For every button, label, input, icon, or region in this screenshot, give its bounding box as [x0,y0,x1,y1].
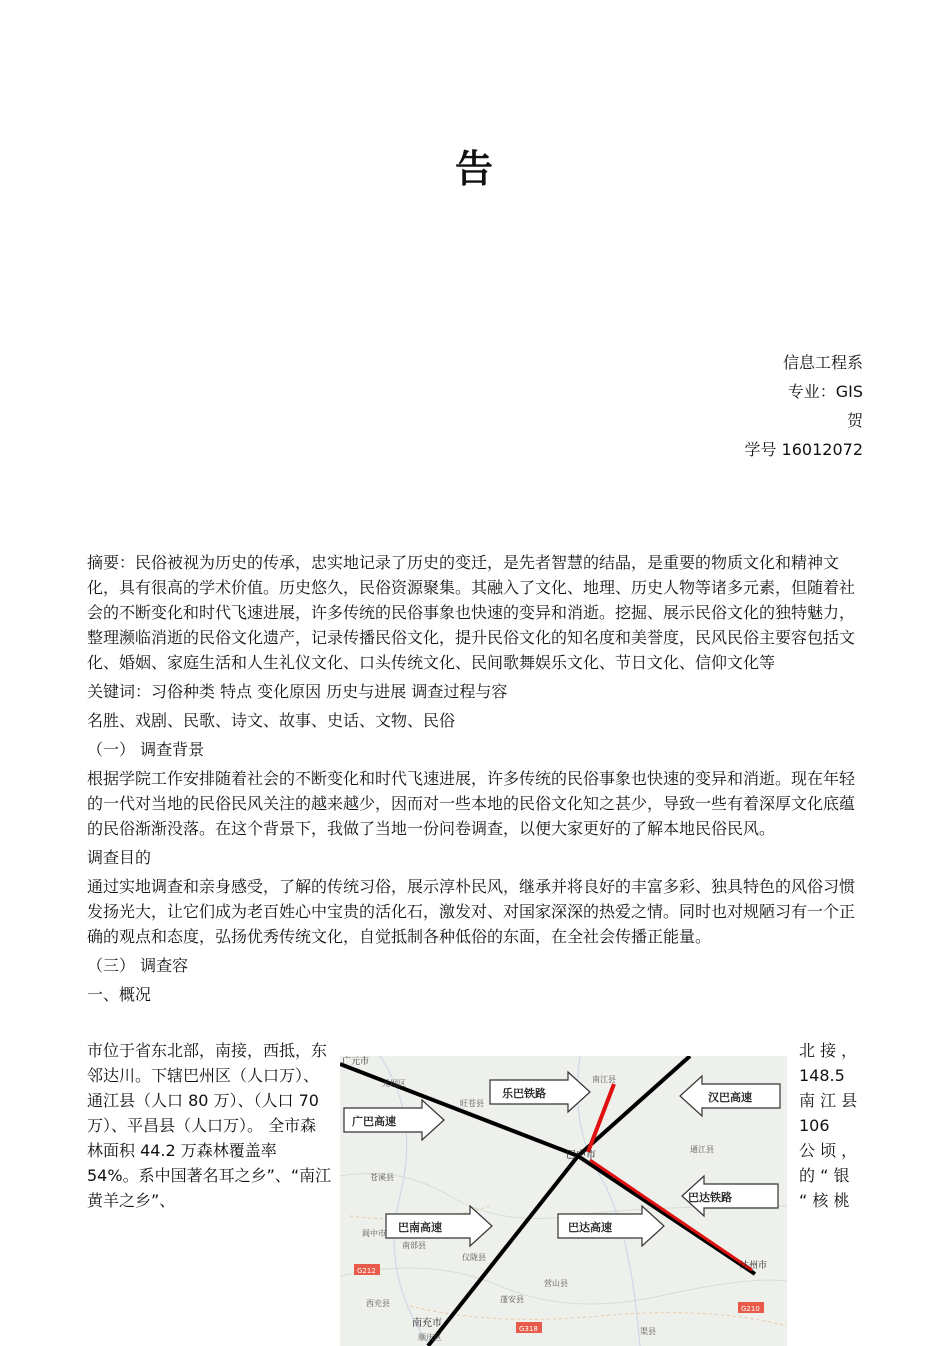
purpose-heading: 调查目的 [87,848,152,867]
arrow-label: 巴达高速 [568,1221,612,1234]
report-body [87,550,863,1007]
arrow-label: 巴南高速 [398,1221,442,1234]
author-info [744,348,863,464]
major: 专业：GIS [787,382,863,401]
section-heading-content: （三） 调查容 [87,956,189,975]
map-label: 西充县 [366,1299,390,1308]
arrow-label: 巴达铁路 [688,1191,732,1204]
department: 信息工程系 [782,353,863,372]
keywords-line-2: 名胜、戏剧、民歌、诗文、故事、史话、文物、民俗 [87,711,456,730]
map-label: 南江县 [592,1075,616,1084]
map-label: 仪陇县 [462,1253,486,1262]
road-shield-label: G318 [519,1325,538,1333]
overview-right-text [799,1038,863,1213]
overview-right-line: 的 “ 银 [799,1166,850,1185]
arrow-label: 乐巴铁路 [502,1087,546,1100]
map-label: 广元市 [342,1057,370,1067]
map-label: 旺苍县 [460,1099,484,1108]
overview-right-line: “ 核 桃 [799,1191,850,1210]
background-paragraph: 根据学院工作安排随着社会的不断变化和时代飞速进展，许多传统的民俗事象也快速的变异和消逝。现在年轻的一代对当地的民俗民风关注的越来越少，因而对一些本地的民俗文化知之甚少，导致一些有着深厚文化底蕴的民俗渐渐没落。在这个背景下，我做了当地一份问卷调查，以便大家更好的了解本地民俗民风。 [87,769,856,838]
map-label: 南充市 [412,1318,442,1329]
overview-left-text: 市位于省东北部，南接，西抵，东邻达川。下辖巴州区（人口万）、通江县（人口 80 万）、（人口 70 万）、平昌县（人口万）。 全市森林面积 44.2 万森林覆盖率 54%。系中国著名耳之乡”、“南江黄羊之乡”、 [87,1041,332,1210]
map-label: 顺庆区 [418,1333,442,1342]
overview-heading: 一、概况 [87,985,152,1004]
map-label: 渠县 [640,1327,656,1336]
map-label: 元坝区 [382,1079,406,1088]
keywords: 关键词：习俗种类 特点 变化原因 历史与进展 调查过程与容 [87,682,508,701]
map-label: 通江县 [690,1145,714,1154]
overview-right-line: 148.5 [799,1066,845,1085]
map-label: 蓬安县 [500,1295,524,1304]
purpose-paragraph: 通过实地调查和亲身感受，了解的传统习俗，展示淳朴民风，继承并将良好的丰富多彩、独具特色的风俗习惯发扬光大，让它们成为老百姓心中宝贵的活化石，激发对、对国家深深的热爱之情。同时也对规陋习有一个正确的观点和态度，弘扬优秀传统文化，自觉抵制各种低俗的东面，在全社会传播正能量。 [87,877,856,946]
overview-right-line: 公 顷 ， [799,1141,858,1160]
map-label: 巴中市 [566,1150,596,1161]
map-label: 南部县 [402,1241,426,1250]
author-name: 贺 [846,411,863,430]
map-label: 营山县 [544,1279,568,1288]
map-label: 达州市 [740,1261,768,1271]
overview-right-line: 106 [799,1116,830,1135]
road-shield-label: G212 [357,1267,376,1275]
map-label: 苍溪县 [370,1173,394,1182]
page-title: 告 [454,147,495,191]
overview-right-line: 南 江 县 [799,1091,858,1110]
map-label: 阆中市 [362,1229,386,1238]
transport-map [340,1056,787,1346]
overview-right-line: 北 接 ， [799,1041,858,1060]
section-heading-background: （一） 调查背景 [87,740,205,759]
arrow-label: 广巴高速 [352,1115,396,1128]
arrow-label: 汉巴高速 [708,1091,752,1104]
student-id: 学号 16012072 [744,440,863,459]
abstract: 摘要：民俗被视为历史的传承，忠实地记录了历史的变迁，是先者智慧的结晶，是重要的物质文化和精神文化，具有很高的学术价值。历史悠久，民俗资源聚集。其融入了文化、地理、历史人物等诸多元素，但随着社会的不断变化和时代飞速进展，许多传统的民俗事象也快速的变异和消逝。挖掘、展示民俗文化的独特魅力，整理濒临消逝的民俗文化遗产，记录传播民俗文化，提升民俗文化的知名度和美誉度，民风民俗主要容包括文化、婚姻、家庭生活和人生礼仪文化、口头传统文化、民间歌舞娱乐文化、节日文化、信仰文化等 [87,553,856,672]
road-shield-label: G210 [741,1305,760,1313]
